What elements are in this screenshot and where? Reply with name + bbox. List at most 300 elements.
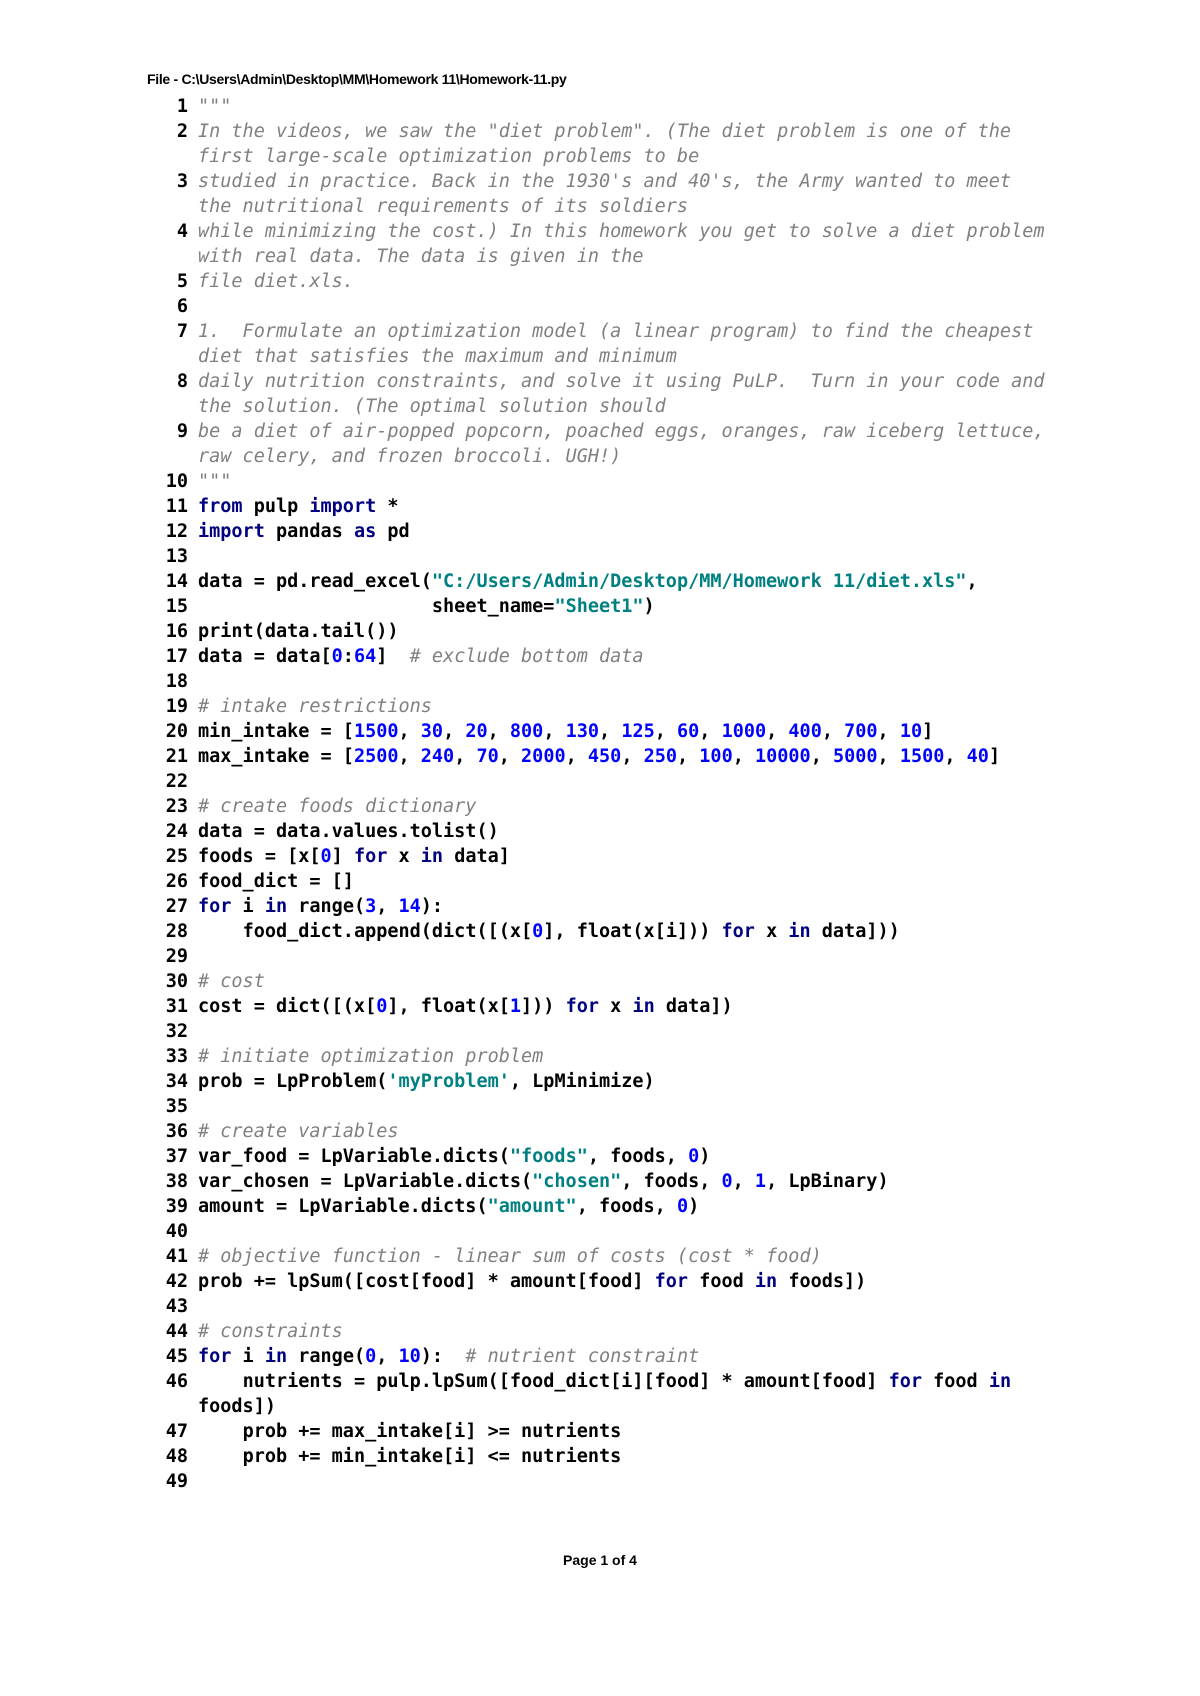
code-line xyxy=(150,94,1050,119)
code-token: i xyxy=(231,1346,265,1367)
line-number: 32 xyxy=(165,1021,188,1042)
code-line xyxy=(150,1444,1050,1469)
code-token: 1500 xyxy=(353,721,399,742)
code-line xyxy=(150,594,1050,619)
code-token: food xyxy=(922,1371,989,1392)
code-token: , xyxy=(487,721,510,742)
code-line xyxy=(150,1044,1050,1069)
line-number: 33 xyxy=(165,1046,188,1067)
code-token: 20 xyxy=(465,721,488,742)
code-line xyxy=(150,1219,1050,1244)
code-line xyxy=(150,119,1050,169)
line-number: 38 xyxy=(165,1171,188,1192)
code-token: food_dict.append(dict([(x[ xyxy=(198,921,533,942)
code-token: data = data[ xyxy=(198,646,332,667)
code-token: max_intake = [ xyxy=(198,746,354,767)
code-line xyxy=(150,969,1050,994)
line-number: 15 xyxy=(165,596,188,617)
code-token: # create variables xyxy=(198,1121,399,1142)
line-number: 13 xyxy=(165,546,188,567)
code-line xyxy=(150,869,1050,894)
code-token: , xyxy=(543,721,566,742)
code-token: file diet.xls. xyxy=(198,271,354,292)
code-line xyxy=(150,1419,1050,1444)
line-number: 44 xyxy=(165,1321,188,1342)
code-token: import xyxy=(198,521,265,542)
code-line xyxy=(150,719,1050,744)
code-token: ] xyxy=(988,746,1001,767)
line-text xyxy=(198,1269,1050,1294)
line-number: 3 xyxy=(176,171,188,192)
code-token: prob += lpSum([cost[food] * amount[food] xyxy=(198,1271,655,1292)
code-line xyxy=(150,1169,1050,1194)
code-line xyxy=(150,1294,1050,1319)
line-text xyxy=(198,1469,1050,1494)
line-number: 19 xyxy=(165,696,188,717)
line-text xyxy=(198,919,1050,944)
code-token: "amount" xyxy=(487,1196,577,1217)
code-token: ], float(x[i])) xyxy=(543,921,722,942)
code-token: , xyxy=(376,896,399,917)
line-text xyxy=(198,1319,1050,1344)
line-number: 24 xyxy=(165,821,188,842)
line-text xyxy=(198,1044,1050,1069)
line-text xyxy=(198,1144,1050,1169)
code-token: 1000 xyxy=(721,721,767,742)
code-token: ] xyxy=(331,846,354,867)
code-line xyxy=(150,419,1056,469)
code-token: 60 xyxy=(677,721,700,742)
code-token: , xyxy=(944,746,967,767)
line-text xyxy=(198,819,1050,844)
code-token: data])) xyxy=(810,921,900,942)
code-line xyxy=(150,844,1050,869)
code-line xyxy=(150,169,1050,219)
code-token: 1 xyxy=(754,1171,767,1192)
code-token: # objective function - linear sum of costs (cost * food) xyxy=(198,1246,822,1267)
code-token: , xyxy=(599,721,622,742)
code-token: range( xyxy=(287,896,366,917)
code-line xyxy=(150,619,1050,644)
line-text xyxy=(198,944,1050,969)
page-number: Page 1 of 4 xyxy=(563,1552,637,1568)
code-token: pandas xyxy=(264,521,354,542)
line-text xyxy=(198,669,1050,694)
code-token: data = pd.read_excel( xyxy=(198,571,432,592)
code-token: 10000 xyxy=(755,746,811,767)
code-token: 240 xyxy=(420,746,455,767)
code-token: amount = LpVariable.dicts( xyxy=(198,1196,488,1217)
code-token: x xyxy=(754,921,789,942)
code-token: 0 xyxy=(376,996,388,1017)
code-token: cost = dict([(x[ xyxy=(198,996,377,1017)
code-token: foods]) xyxy=(198,1371,1023,1417)
code-token: for xyxy=(654,1271,689,1292)
code-line xyxy=(150,1119,1050,1144)
line-text xyxy=(198,619,1050,644)
code-token: in xyxy=(788,921,811,942)
code-token: , xyxy=(810,746,833,767)
code-token: """ xyxy=(198,96,232,117)
code-token: , xyxy=(877,746,900,767)
line-number: 40 xyxy=(165,1221,188,1242)
code-token: , xyxy=(732,1171,755,1192)
line-text xyxy=(198,544,1050,569)
code-token: range( xyxy=(287,1346,366,1367)
line-text xyxy=(198,319,1050,369)
code-token: 64 xyxy=(353,646,377,667)
code-token: ): xyxy=(420,896,444,917)
code-token: # cost xyxy=(198,971,265,992)
code-token: # intake restrictions xyxy=(198,696,432,717)
line-text xyxy=(198,644,1050,669)
code-token: , xyxy=(498,746,522,767)
code-token: food xyxy=(688,1271,755,1292)
code-token: ])) xyxy=(521,996,566,1017)
code-line xyxy=(150,894,1050,919)
code-token: 130 xyxy=(565,721,600,742)
file-path-header: File - C:\Users\Admin\Desktop\MM\Homework 11\Homework-11.py xyxy=(147,71,567,87)
code-line xyxy=(150,494,1050,519)
line-number: 34 xyxy=(165,1071,188,1092)
line-number: 35 xyxy=(165,1096,188,1117)
code-token: in xyxy=(632,996,655,1017)
line-text xyxy=(198,1294,1050,1319)
code-token: "Sheet1" xyxy=(554,596,644,617)
code-token: ): xyxy=(420,1346,466,1367)
line-number: 30 xyxy=(165,971,188,992)
line-number: 47 xyxy=(165,1421,188,1442)
code-line xyxy=(150,469,1050,494)
code-line xyxy=(150,944,1050,969)
line-number: 45 xyxy=(165,1346,188,1367)
line-text xyxy=(198,519,1050,544)
line-text xyxy=(198,1094,1050,1119)
code-token: var_chosen = LpVariable.dicts( xyxy=(198,1171,533,1192)
code-token: for xyxy=(721,921,755,942)
code-line xyxy=(150,1269,1050,1294)
line-number: 25 xyxy=(165,846,188,867)
code-line xyxy=(150,1069,1050,1094)
code-token: while minimizing the cost.) In this homework you get to solve a diet problem with real data. The data is given in the xyxy=(198,221,1056,267)
code-token: 1 xyxy=(509,996,522,1017)
code-line xyxy=(150,1319,1050,1344)
code-token: 100 xyxy=(699,746,733,767)
line-number: 23 xyxy=(165,796,188,817)
code-token: nutrients = pulp.lpSum([food_dict[i][food] * amount[food] xyxy=(198,1371,889,1392)
line-text xyxy=(198,1369,1050,1419)
line-number: 2 xyxy=(176,121,188,142)
code-token: 0 xyxy=(688,1146,700,1167)
code-token: data] xyxy=(443,846,510,867)
code-line xyxy=(150,994,1050,1019)
code-token: be a diet of air-popped popcorn, poached eggs, oranges, raw iceberg lettuce, raw celery, and frozen broccoli. UGH!) xyxy=(198,421,1056,467)
line-text xyxy=(198,119,1050,169)
code-token: data]) xyxy=(654,996,733,1017)
code-token: 1500 xyxy=(899,746,945,767)
code-token: "C:/Users/Admin/Desktop/MM/Homework 11/diet.xls" xyxy=(431,571,967,592)
line-text xyxy=(198,794,1050,819)
line-text xyxy=(198,1069,1050,1094)
code-token: studied in practice. Back in the 1930's and 40's, the Army wanted to meet the nutritional requirements of its soldiers xyxy=(198,171,1023,217)
code-token: in xyxy=(988,1371,1012,1392)
line-number: 41 xyxy=(165,1246,188,1267)
code-line xyxy=(150,744,1050,769)
line-number: 14 xyxy=(165,571,188,592)
code-token: 5000 xyxy=(832,746,878,767)
line-number: 11 xyxy=(165,496,188,517)
code-line xyxy=(150,669,1050,694)
line-number: 10 xyxy=(165,471,188,492)
line-text xyxy=(198,1344,1050,1369)
code-token: pulp xyxy=(242,496,310,517)
code-line xyxy=(150,369,1056,419)
line-text xyxy=(198,1244,1050,1269)
code-token: 450 xyxy=(587,746,622,767)
code-token: in xyxy=(264,1346,288,1367)
line-number: 31 xyxy=(165,996,188,1017)
line-text xyxy=(198,94,1050,119)
code-token: 10 xyxy=(398,1346,421,1367)
line-text xyxy=(198,744,1050,769)
line-text xyxy=(198,969,1050,994)
code-line xyxy=(150,1469,1050,1494)
code-token: 2500 xyxy=(353,746,399,767)
code-token: ) xyxy=(688,1196,700,1217)
code-token: , xyxy=(732,746,755,767)
code-token: 800 xyxy=(509,721,544,742)
code-token: , foods, xyxy=(587,1146,689,1167)
code-token: sheet_name= xyxy=(198,596,555,617)
code-token: 40 xyxy=(966,746,989,767)
code-token: "chosen" xyxy=(532,1171,622,1192)
code-token: prob += min_intake[i] <= nutrients xyxy=(198,1446,622,1467)
code-token: # exclude bottom data xyxy=(409,646,644,667)
code-token: , xyxy=(398,721,421,742)
code-token: prob += max_intake[i] >= nutrients xyxy=(198,1421,622,1442)
code-line xyxy=(150,1144,1050,1169)
line-number: 21 xyxy=(165,746,188,767)
code-line xyxy=(150,569,1050,594)
code-token: food_dict = [] xyxy=(198,871,354,892)
code-token: # initiate optimization problem xyxy=(198,1046,544,1067)
code-token: , xyxy=(454,746,477,767)
line-text xyxy=(198,1444,1050,1469)
code-token: 2000 xyxy=(521,746,566,767)
line-text xyxy=(198,844,1050,869)
code-token: # constraints xyxy=(198,1321,343,1342)
line-number: 29 xyxy=(165,946,188,967)
line-text xyxy=(198,694,1050,719)
code-token: var_food = LpVariable.dicts( xyxy=(198,1146,510,1167)
code-token: in xyxy=(264,896,288,917)
line-number: 9 xyxy=(176,421,188,442)
line-text xyxy=(198,1419,1050,1444)
code-token: , xyxy=(877,721,900,742)
line-number: 39 xyxy=(165,1196,188,1217)
code-token: foods]) xyxy=(777,1271,867,1292)
line-text xyxy=(198,1019,1050,1044)
code-token: as xyxy=(353,521,377,542)
line-text xyxy=(198,594,1050,619)
line-number: 28 xyxy=(165,921,188,942)
code-line xyxy=(150,519,1050,544)
code-token: 0 xyxy=(532,921,544,942)
code-token: "foods" xyxy=(509,1146,588,1167)
code-token: 14 xyxy=(398,896,421,917)
code-line xyxy=(150,544,1050,569)
code-token: import xyxy=(309,496,377,517)
code-token: # create foods dictionary xyxy=(198,796,477,817)
code-listing xyxy=(150,94,1056,1494)
code-token: , xyxy=(699,721,722,742)
line-text xyxy=(198,219,1056,269)
line-number: 1 xyxy=(176,96,188,117)
code-line xyxy=(150,644,1050,669)
code-token: , xyxy=(766,721,789,742)
line-number: 42 xyxy=(165,1271,188,1292)
code-token: 3 xyxy=(365,896,377,917)
code-line xyxy=(150,319,1050,369)
code-token: 0 xyxy=(676,1196,689,1217)
code-token: for xyxy=(198,896,232,917)
code-line xyxy=(150,769,1050,794)
code-token: 125 xyxy=(621,721,655,742)
line-text xyxy=(198,894,1050,919)
line-number: 43 xyxy=(165,1296,188,1317)
line-text xyxy=(198,494,1050,519)
line-number: 4 xyxy=(176,221,188,242)
line-text xyxy=(198,1169,1050,1194)
line-number: 20 xyxy=(165,721,188,742)
code-line xyxy=(150,794,1050,819)
code-line xyxy=(150,219,1056,269)
line-text xyxy=(198,1194,1050,1219)
code-token: 'myProblem' xyxy=(387,1071,510,1092)
code-token: ], float(x[ xyxy=(387,996,510,1017)
code-token: : xyxy=(342,646,354,667)
line-number: 8 xyxy=(176,371,188,392)
code-token: , xyxy=(398,746,421,767)
line-number: 27 xyxy=(165,896,188,917)
code-token: pd xyxy=(376,521,410,542)
line-number: 18 xyxy=(165,671,188,692)
code-token: x xyxy=(599,996,633,1017)
line-text xyxy=(198,769,1050,794)
code-token: ] xyxy=(922,721,934,742)
code-token: 0 xyxy=(331,646,343,667)
line-text xyxy=(198,869,1050,894)
code-token: 250 xyxy=(643,746,678,767)
code-line xyxy=(150,1019,1050,1044)
code-token: In the videos, we saw the "diet problem". (The diet problem is one of the first large-scale optimization problems to be xyxy=(198,121,1023,167)
line-text xyxy=(198,469,1050,494)
code-token: , xyxy=(565,746,588,767)
code-token: for xyxy=(353,846,388,867)
code-token: prob = LpProblem( xyxy=(198,1071,388,1092)
code-token: x xyxy=(387,846,421,867)
code-token: 0 xyxy=(320,846,332,867)
line-number: 26 xyxy=(165,871,188,892)
code-line xyxy=(150,1094,1050,1119)
line-text xyxy=(198,269,1050,294)
code-line xyxy=(150,1194,1050,1219)
code-line xyxy=(150,919,1050,944)
line-number: 46 xyxy=(165,1371,188,1392)
code-token: data = data.values.tolist() xyxy=(198,821,499,842)
code-token: 70 xyxy=(476,746,499,767)
line-text xyxy=(198,719,1050,744)
code-line xyxy=(150,1244,1050,1269)
code-token: , xyxy=(966,571,978,592)
code-token: , LpMinimize) xyxy=(509,1071,655,1092)
line-number: 6 xyxy=(176,296,188,317)
line-number: 37 xyxy=(165,1146,188,1167)
line-number: 5 xyxy=(176,271,188,292)
code-token: * xyxy=(376,496,399,517)
line-text xyxy=(198,1219,1050,1244)
code-token: for xyxy=(198,1346,232,1367)
code-token: , xyxy=(677,746,700,767)
line-number: 16 xyxy=(165,621,188,642)
code-line xyxy=(150,294,1050,319)
code-token: 0 xyxy=(721,1171,733,1192)
line-number: 12 xyxy=(165,521,188,542)
code-token: 10 xyxy=(899,721,923,742)
code-token: , xyxy=(621,746,644,767)
code-token: , LpBinary) xyxy=(766,1171,889,1192)
code-token: # nutrient constraint xyxy=(465,1346,700,1367)
line-number: 48 xyxy=(165,1446,188,1467)
line-number: 7 xyxy=(176,321,188,342)
line-text xyxy=(198,419,1056,469)
line-text xyxy=(198,1119,1050,1144)
code-token: ) xyxy=(699,1146,711,1167)
line-text xyxy=(198,169,1050,219)
line-text xyxy=(198,369,1056,419)
line-number: 36 xyxy=(165,1121,188,1142)
code-line xyxy=(150,694,1050,719)
code-token: 700 xyxy=(844,721,878,742)
code-token: daily nutrition constraints, and solve it using PuLP. Turn in your code and the solution. (The optimal solution should xyxy=(198,371,1056,417)
code-token: 0 xyxy=(365,1346,377,1367)
code-line xyxy=(150,1344,1050,1369)
code-token: 30 xyxy=(420,721,444,742)
code-token: in xyxy=(754,1271,778,1292)
line-text xyxy=(198,569,1050,594)
code-token: in xyxy=(420,846,444,867)
code-line xyxy=(150,269,1050,294)
code-token: , foods, xyxy=(576,1196,677,1217)
line-number: 22 xyxy=(165,771,188,792)
code-token: , xyxy=(376,1346,399,1367)
code-token: min_intake = [ xyxy=(198,721,354,742)
code-token: , xyxy=(443,721,466,742)
line-number: 17 xyxy=(165,646,188,667)
code-token: from xyxy=(198,496,243,517)
code-token: foods = [x[ xyxy=(198,846,321,867)
code-token: ] xyxy=(376,646,410,667)
code-token: 400 xyxy=(788,721,822,742)
code-token: i xyxy=(231,896,265,917)
line-text xyxy=(198,994,1050,1019)
code-token: ) xyxy=(643,596,655,617)
code-token: , foods, xyxy=(621,1171,722,1192)
code-token: print(data.tail()) xyxy=(198,621,399,642)
code-line xyxy=(150,819,1050,844)
code-token: , xyxy=(654,721,678,742)
code-token: , xyxy=(821,721,845,742)
